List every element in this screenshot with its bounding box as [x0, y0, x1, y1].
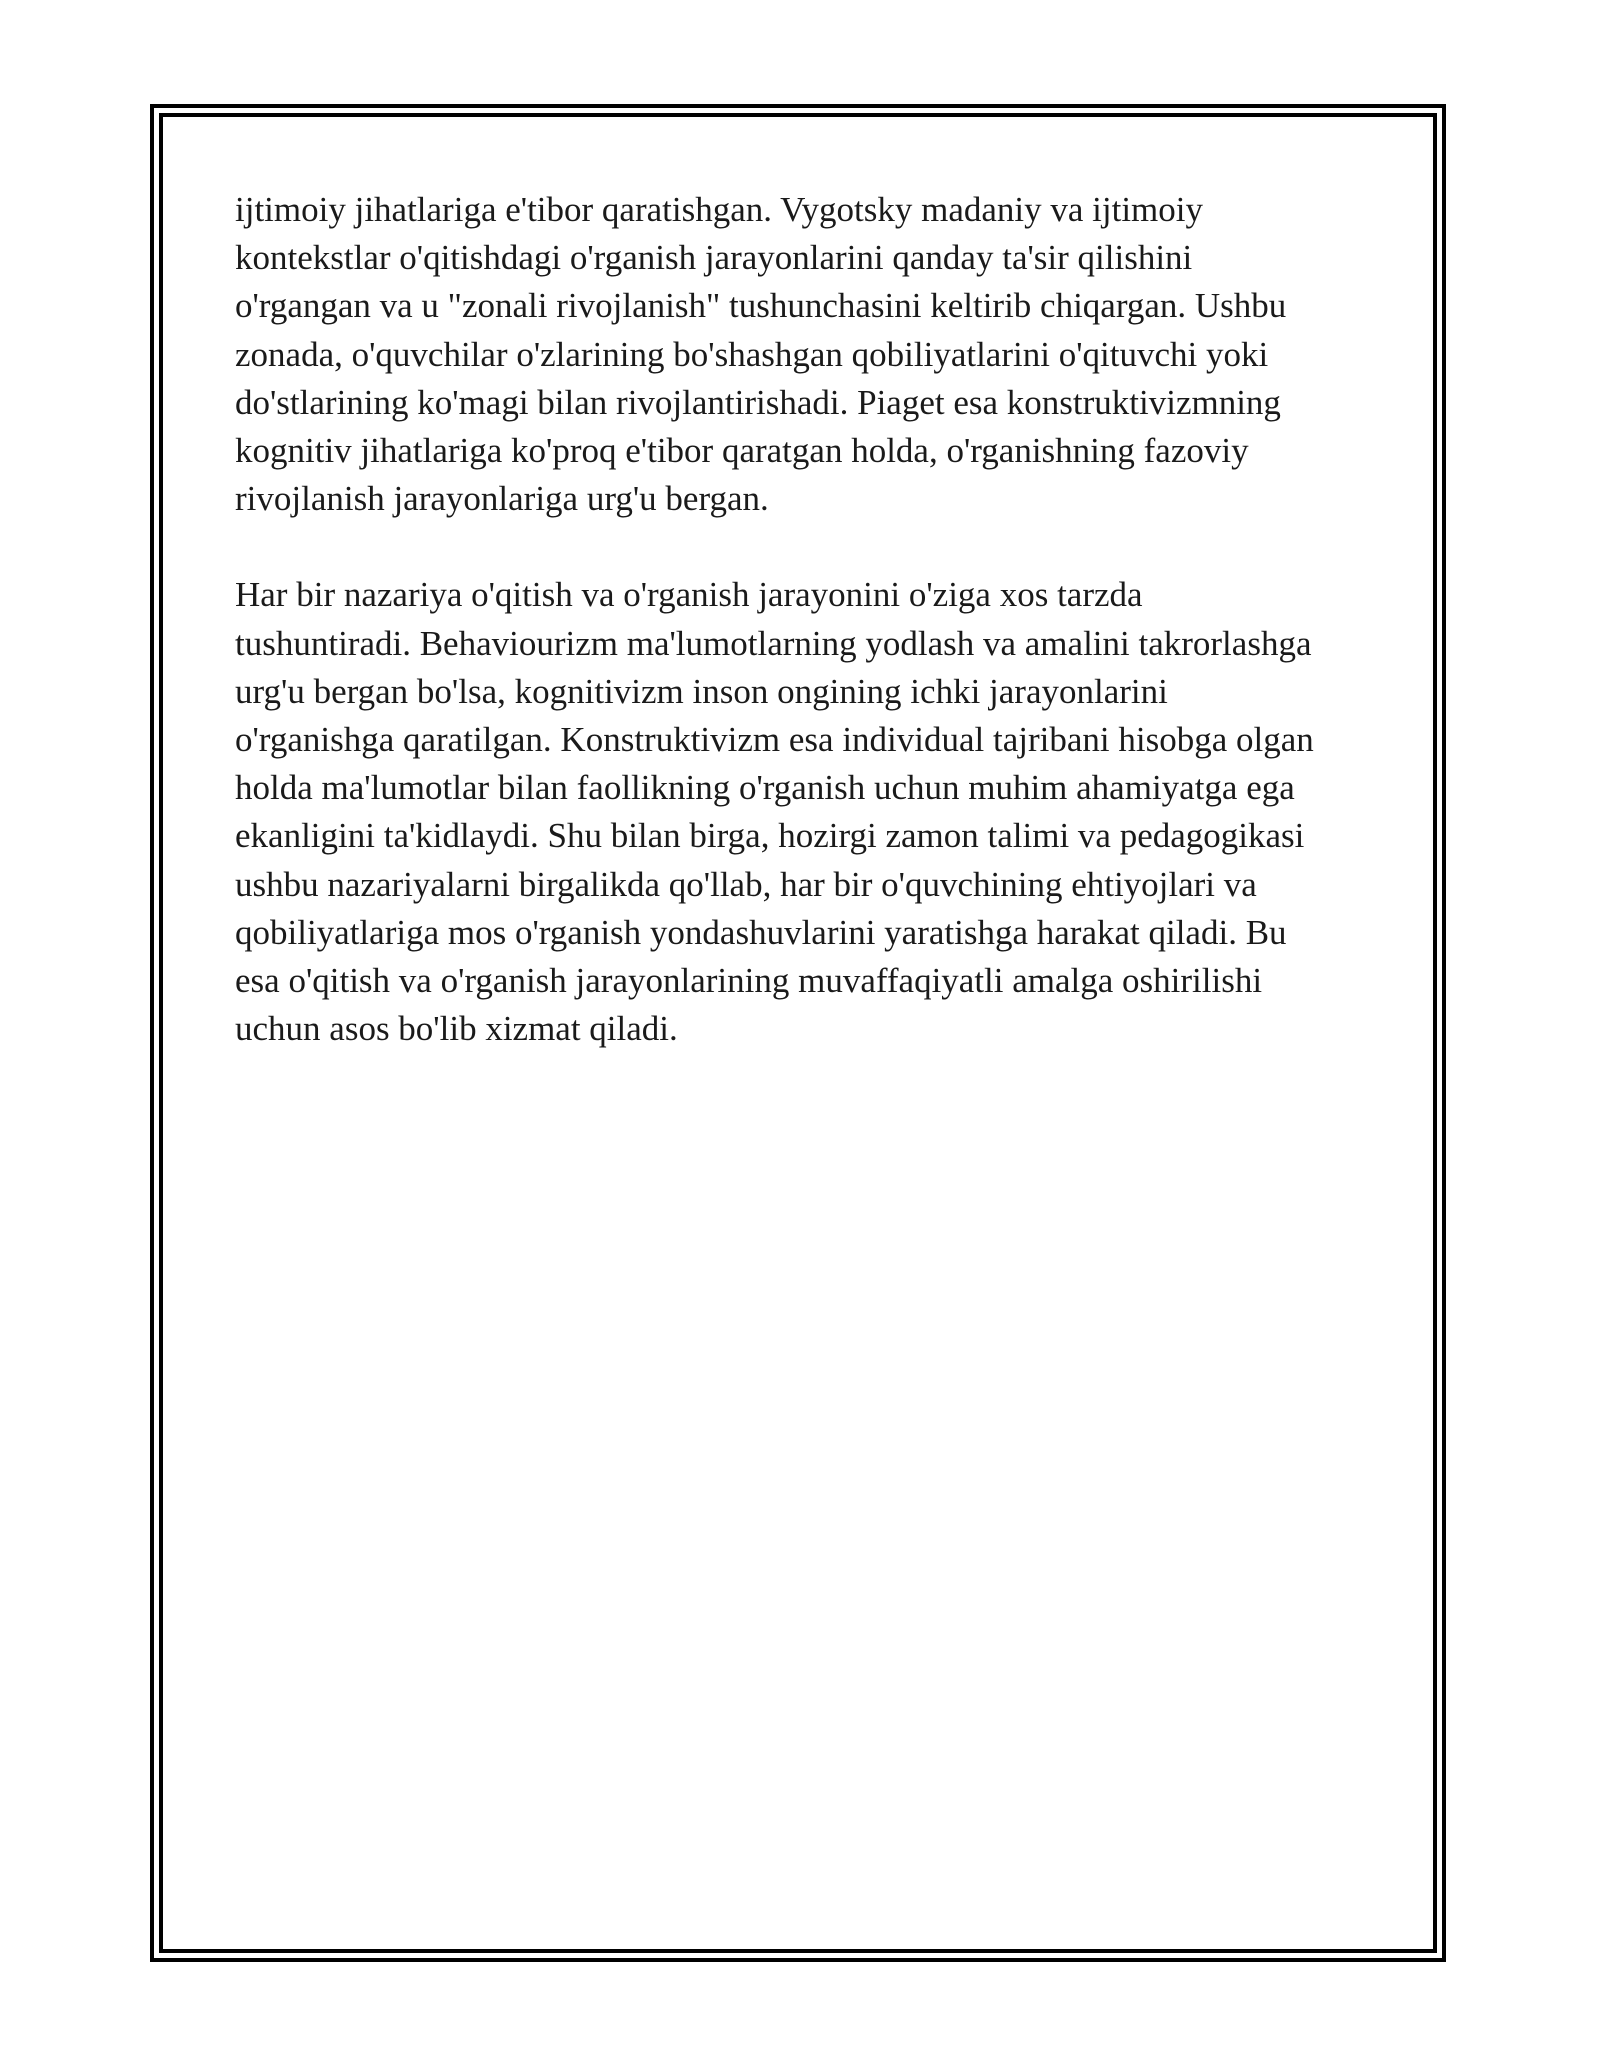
paragraph-line: do'stlarining ko'magi bilan rivojlantirishadi. Piaget esa konstruktivizmning — [235, 382, 1281, 422]
paragraph-1 — [235, 186, 1390, 523]
paragraph-line: zonada, o'quvchilar o'zlarining bo'shashgan qobiliyatlarini o'qituvchi yoki — [235, 334, 1269, 374]
paragraph-line: esa o'qitish va o'rganish jarayonlarining muvaffaqiyatli amalga oshirilishi — [235, 961, 1263, 1001]
paragraph-line: ekanligini ta'kidlaydi. Shu bilan birga, hozirgi zamon talimi va pedagogikasi — [235, 816, 1305, 856]
paragraph-line: uchun asos bo'lib xizmat qiladi. — [235, 1009, 678, 1049]
paragraph-line: o'rganishga qaratilgan. Konstruktivizm esa individual tajribani hisobga olgan — [235, 720, 1314, 760]
paragraph-line: Har bir nazariya o'qitish va o'rganish jarayonini o'ziga xos tarzda — [235, 575, 1143, 615]
paragraph-2 — [235, 571, 1390, 1053]
paragraph-line: kognitiv jihatlariga ko'proq e'tibor qaratgan holda, o'rganishning fazoviy — [235, 431, 1249, 471]
paragraph-line: qobiliyatlariga mos o'rganish yondashuvlarini yaratishga harakat qiladi. Bu — [235, 912, 1287, 952]
document-body — [235, 186, 1390, 1101]
paragraph-line: o'rgangan va u "zonali rivojlanish" tushunchasini keltirib chiqargan. Ushbu — [235, 286, 1287, 326]
paragraph-line: ushbu nazariyalarni birgalikda qo'llab, har bir o'quvchining ehtiyojlari va — [235, 864, 1257, 904]
paragraph-line: urg'u bergan bo'lsa, kognitivizm inson ongining ichki jarayonlarini — [235, 671, 1168, 711]
paragraph-line: tushuntiradi. Behaviourizm ma'lumotlarning yodlash va amalini takrorlashga — [235, 623, 1312, 663]
paragraph-line: kontekstlar o'qitishdagi o'rganish jarayonlarini qanday ta'sir qilishini — [235, 238, 1193, 278]
paragraph-line: ijtimoiy jihatlariga e'tibor qaratishgan. Vygotsky madaniy va ijtimoiy — [235, 190, 1204, 229]
paragraph-line: rivojlanish jarayonlariga urg'u bergan. — [235, 479, 769, 519]
paragraph-line: holda ma'lumotlar bilan faollikning o'rganish uchun muhim ahamiyatga ega — [235, 768, 1295, 808]
